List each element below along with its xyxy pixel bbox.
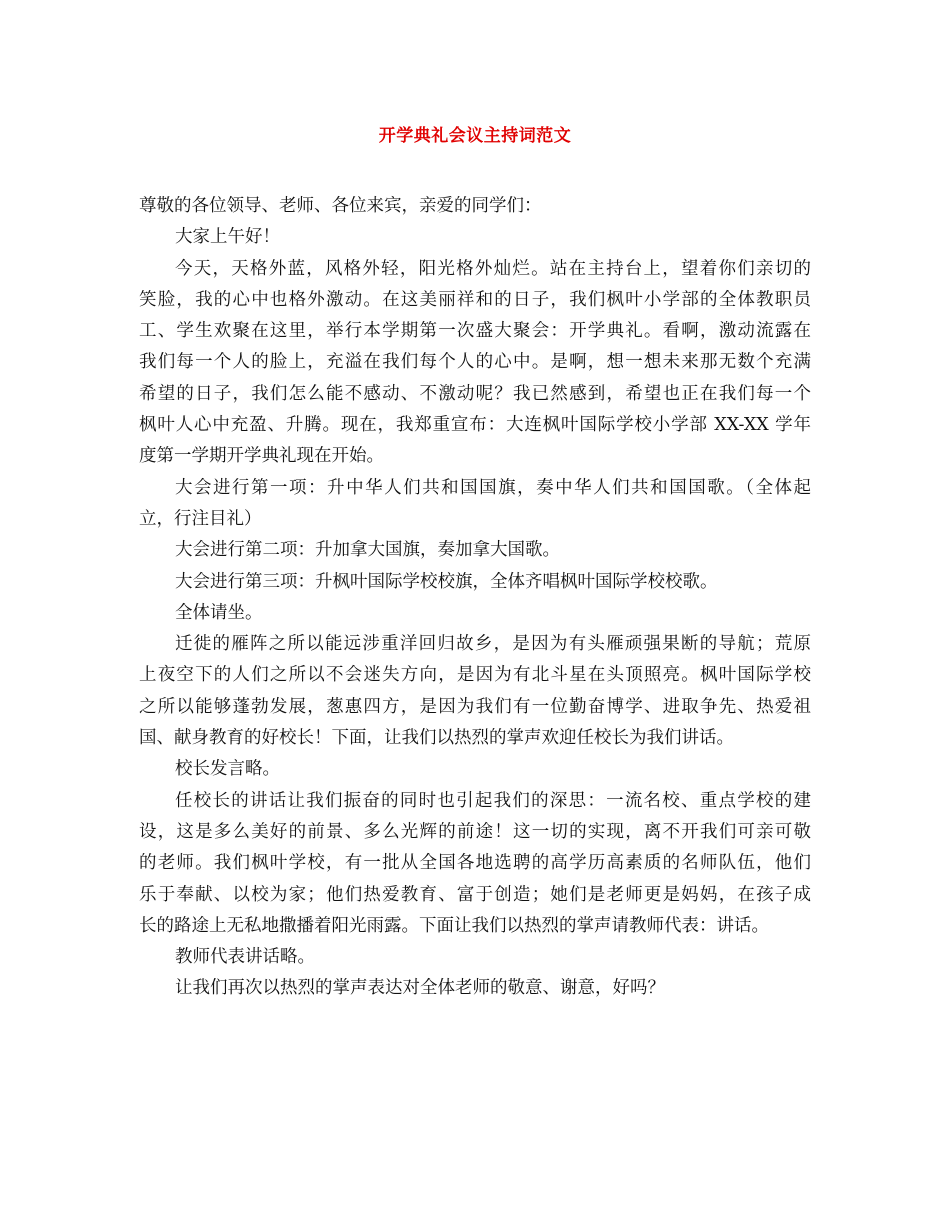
paragraph-line: 的老师。我们枫叶学校，有一批从全国各地选聘的高学历高素质的名师队伍，他们 — [139, 853, 811, 874]
paragraph-line: 让我们再次以热烈的掌声表达对全体老师的敬意、谢意，好吗？ — [175, 978, 665, 999]
greeting-line: 大家上午好！ — [175, 227, 280, 248]
paragraph-line: 国、献身教育的好校长！下面，让我们以热烈的掌声欢迎任校长为我们讲话。 — [139, 728, 734, 749]
paragraph-line: 教师代表讲话略。 — [175, 947, 315, 968]
salutation-line: 尊敬的各位领导、老师、各位来宾，亲爱的同学们： — [139, 196, 542, 216]
document-body — [139, 191, 811, 1005]
paragraph-line: 我们每一个人的脸上，充溢在我们每个人的心中。是啊，想一想未来那无数个充满 — [139, 352, 811, 373]
document-title: 开学典礼会议主持词范文 — [378, 126, 572, 146]
paragraph-line: 任校长的讲话让我们振奋的同时也引起我们的深思：一流名校、重点学校的建 — [175, 790, 811, 811]
paragraph-line: 笑脸，我的心中也格外激动。在这美丽祥和的日子，我们枫叶小学部的全体教职员 — [139, 289, 811, 310]
paragraph-line: 迁徙的雁阵之所以能远涉重洋回归故乡，是因为有头雁顽强果断的导航；荒原 — [175, 634, 811, 655]
paragraph-line: 大会进行第一项：升中华人们共和国国旗，奏中华人们共和国国歌。（全体起 — [175, 477, 811, 498]
paragraph-line: 乐于奉献、以校为家；他们热爱教育、富于创造；她们是老师更是妈妈，在孩子成 — [139, 884, 811, 905]
paragraph-line: 大会进行第二项：升加拿大国旗，奏加拿大国歌。 — [175, 540, 560, 561]
paragraph-line: 枫叶人心中充盈、升腾。现在，我郑重宣布：大连枫叶国际学校小学部 XX-XX 学年 — [139, 415, 811, 436]
paragraph-line: 工、学生欢聚在这里，举行本学期第一次盛大聚会：开学典礼。看啊，激动流露在 — [139, 321, 811, 342]
paragraph-line: 设，这是多么美好的前景、多么光辉的前途！这一切的实现，离不开我们可亲可敬 — [139, 821, 811, 842]
paragraph-line: 今天，天格外蓝，风格外轻，阳光格外灿烂。站在主持台上，望着你们亲切的 — [175, 258, 811, 279]
paragraph-line: 立，行注目礼） — [139, 508, 262, 529]
paragraph-line: 校长发言略。 — [175, 759, 280, 780]
paragraph-line: 长的路途上无私地撒播着阳光雨露。下面让我们以热烈的掌声请教师代表：讲话。 — [139, 915, 769, 936]
paragraph-line: 大会进行第三项：升枫叶国际学校校旗，全体齐唱枫叶国际学校校歌。 — [175, 571, 718, 592]
paragraph-line: 希望的日子，我们怎么能不感动、不激动呢？我已然感到，希望也正在我们每一个 — [139, 383, 811, 404]
paragraph-line: 全体请坐。 — [175, 602, 263, 623]
paragraph-line: 之所以能够蓬勃发展，葱惠四方，是因为我们有一位勤奋博学、进取争先、热爱祖 — [139, 696, 811, 717]
paragraph-line: 度第一学期开学典礼现在开始。 — [139, 446, 384, 467]
paragraph-line: 上夜空下的人们之所以不会迷失方向，是因为有北斗星在头顶照亮。枫叶国际学校 — [139, 665, 811, 686]
